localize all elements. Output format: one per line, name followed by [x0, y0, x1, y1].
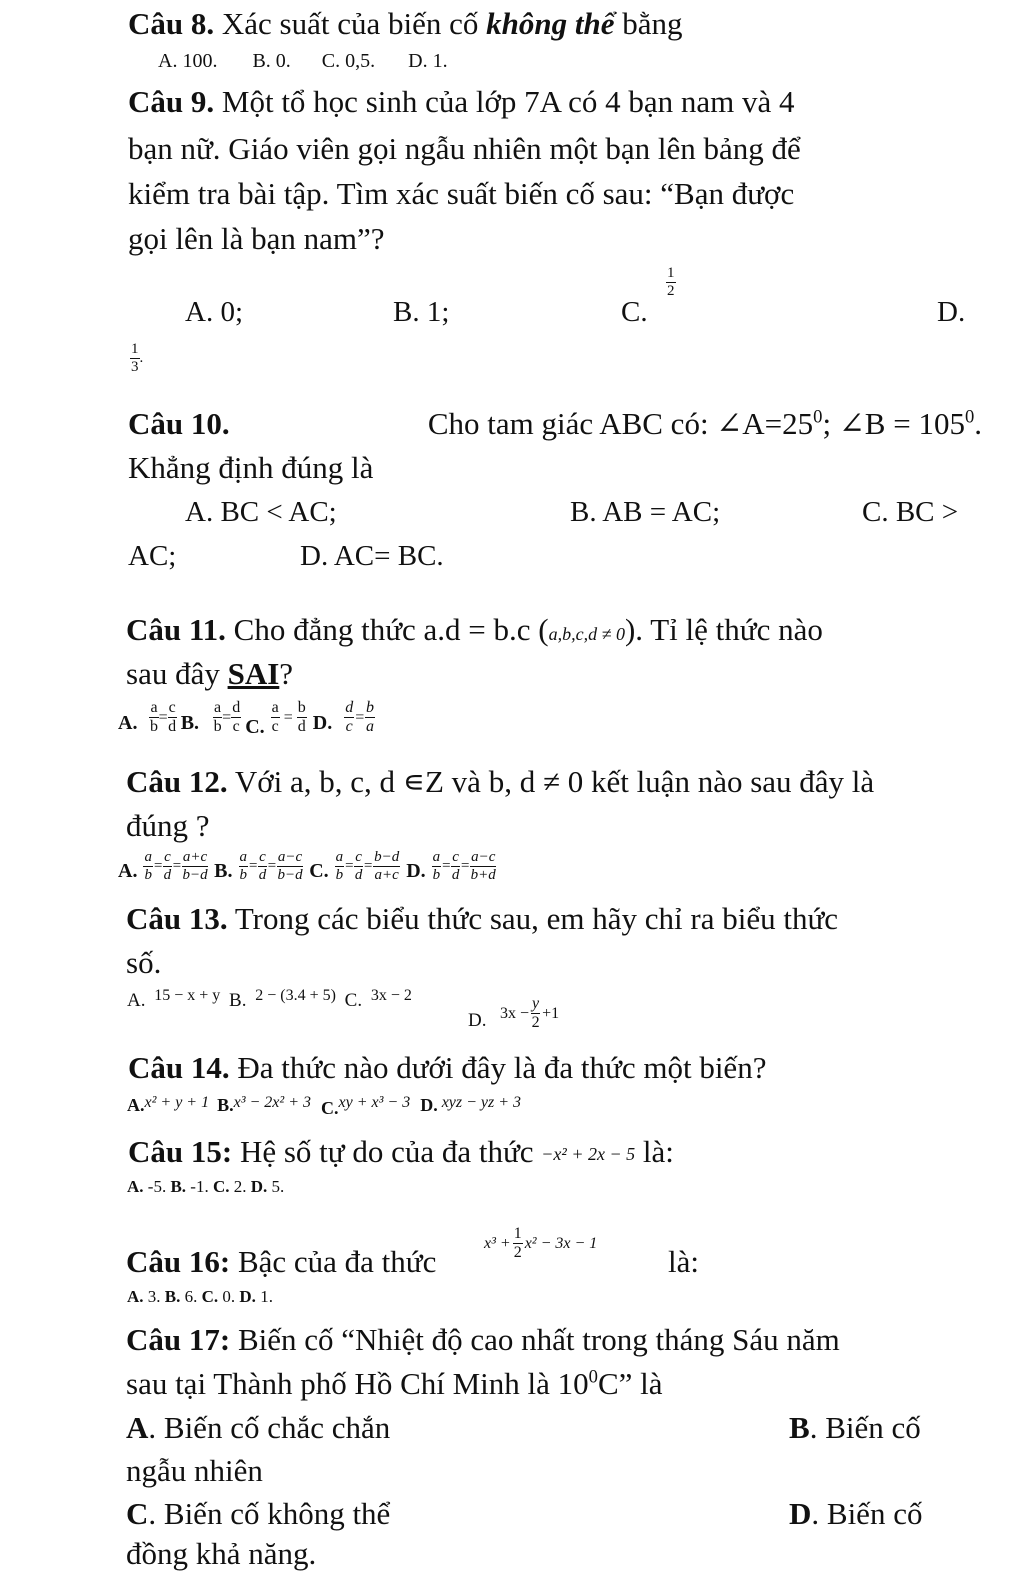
question-11-line-2	[126, 658, 293, 689]
option-a	[126, 1412, 390, 1443]
option-b-text: . Biến cố	[809, 1410, 921, 1445]
option-a-label: A.	[118, 860, 138, 882]
question-14-text: Đa thức nào dưới đây là đa thức một biến?	[229, 1050, 767, 1085]
question-12-line-1	[126, 766, 874, 797]
fraction-denominator: 3	[131, 359, 139, 375]
numerator: c	[168, 699, 176, 716]
question-13-label: Câu 13.	[126, 901, 228, 936]
option-a-value: -5.	[143, 1177, 171, 1196]
option-c-expression: xy + x³ − 3	[338, 1094, 411, 1111]
question-13-line-2: số.	[126, 945, 162, 980]
question-9-label: Câu 9.	[128, 84, 215, 119]
question-10-line-2: Khẳng định đúng là	[128, 450, 374, 485]
question-12-text: Với a, b, c, d ∊Z và b, d ≠ 0 kết luận nào sau đây là	[227, 764, 875, 799]
expression-part: +1	[542, 1004, 560, 1022]
question-17-label: Câu 17:	[126, 1322, 231, 1357]
option-d-continued: đồng khả năng.	[126, 1536, 317, 1571]
numerator: a	[335, 849, 344, 865]
question-8-label: Câu 8.	[128, 6, 215, 41]
numerator: c	[452, 849, 459, 865]
numerator: b	[297, 699, 306, 716]
option-a-expression: $\frac{a}{b}$ = $\frac{c}{d}$	[150, 699, 177, 735]
option-a-label: A.	[127, 990, 146, 1011]
option-b-label: B.	[214, 860, 233, 882]
option-d: D.	[937, 296, 966, 328]
option-a-label: A.	[127, 1177, 144, 1196]
numerator: y	[532, 995, 540, 1012]
question-9-line-4: gọi lên là bạn nam”?	[128, 221, 385, 256]
option-c-label: C.	[245, 716, 265, 738]
question-11-line-1	[126, 614, 823, 645]
option-b	[789, 1412, 921, 1443]
option-a-label: A.	[127, 1095, 145, 1115]
question-15-line-1	[128, 1136, 674, 1167]
option-d-text: . Biến cố	[811, 1496, 923, 1531]
question-11-text: sau đây	[126, 656, 228, 691]
numerator: b	[366, 699, 375, 716]
option-d-label: D.	[239, 1287, 256, 1306]
option-b-label: B.	[170, 1177, 187, 1196]
numerator: b−d	[374, 849, 400, 865]
option-b: B. AB = AC;	[570, 496, 721, 528]
question-9-line-1	[128, 86, 982, 117]
option-a: A. 0;	[185, 296, 243, 328]
option-b-value: 6.	[180, 1287, 202, 1306]
denominator: d	[354, 867, 363, 883]
option-b-value: -1.	[186, 1177, 213, 1196]
option-b: B. 1;	[393, 296, 450, 328]
option-d-expression: $\frac{d}{c}$ = $\frac{b}{a}$	[345, 699, 375, 735]
option-c-value: 0.	[218, 1287, 240, 1306]
option-d: D. AC= BC.	[300, 540, 444, 572]
option-c: C. 0,5.	[321, 50, 376, 72]
option-c-continued: AC;	[128, 540, 177, 572]
question-12-options	[118, 850, 496, 883]
question-16-end: là:	[668, 1244, 699, 1279]
numerator: d	[345, 699, 354, 716]
question-17-line-2	[126, 1368, 663, 1399]
denominator: d	[163, 867, 172, 883]
denominator: b	[144, 867, 152, 883]
numerator: a	[271, 699, 279, 716]
question-17-text: Biến cố “Nhiệt độ cao nhất trong tháng Sáu năm	[230, 1322, 840, 1357]
denominator: b−d	[277, 867, 303, 883]
option-a-label: A.	[118, 712, 138, 734]
option-c	[126, 1498, 390, 1529]
question-16-options	[127, 1287, 273, 1307]
option-d-label: D.	[406, 860, 426, 882]
question-12-label: Câu 12.	[126, 764, 228, 799]
numerator: a	[214, 699, 222, 716]
denominator: b	[432, 867, 441, 883]
option-d-expression: xyz − yz + 3	[441, 1094, 522, 1111]
option-c-value: 2.	[229, 1177, 251, 1196]
option-a-expression: $\frac{a}{b}$ = $\frac{c}{d}$ = $\frac{a+c}{b-d}$	[144, 849, 208, 883]
option-d: D. 1.	[408, 50, 448, 72]
fraction-numerator: 1	[131, 341, 139, 357]
denominator: d	[297, 718, 306, 735]
denominator: b−d	[182, 867, 208, 883]
denominator: 2	[531, 1014, 540, 1031]
option-a-text: . Biến cố chắc chắn	[148, 1410, 391, 1445]
question-8-text: Xác suất của biến cố	[214, 6, 487, 41]
question-10-end: .	[974, 406, 982, 441]
denominator: c	[271, 718, 279, 735]
option-c-expression: $\frac{a}{c}$ = $\frac{b}{d}$	[271, 699, 306, 735]
question-16-expression	[484, 1226, 597, 1261]
option-b-label: B	[789, 1410, 810, 1445]
degree-sup: 0	[964, 406, 975, 428]
numerator: a	[432, 849, 441, 865]
option-d-value: 5.	[267, 1177, 285, 1196]
expression-part: x³ +	[484, 1234, 511, 1252]
option-c-label: C.	[344, 990, 363, 1011]
option-a: A. BC < AC;	[185, 496, 337, 528]
option-b: B. 0.	[252, 50, 291, 72]
option-d-expression: $\frac{a}{b}$ = $\frac{c}{d}$ = $\frac{a-c}{b+d}$	[432, 849, 496, 883]
numerator: a	[239, 849, 247, 865]
option-c-fraction	[666, 266, 676, 299]
question-16-label: Câu 16:	[126, 1244, 231, 1279]
numerator: a	[144, 849, 152, 865]
option-d-dot: .	[139, 349, 144, 366]
expression-part: x² − 3x − 1	[524, 1234, 598, 1252]
option-d-label: D.	[468, 1010, 487, 1031]
option-d-expression	[500, 996, 559, 1031]
denominator: a+c	[374, 867, 399, 883]
option-b-expression: 2 − (3.4 + 5)	[255, 987, 336, 1004]
question-11-text: Cho đẳng thức a.d = b.c (	[225, 612, 549, 647]
question-15-expression: −x² + 2x − 5	[541, 1144, 636, 1164]
denominator: b	[213, 718, 222, 735]
option-b-label: B.	[217, 1095, 234, 1115]
numerator: d	[232, 699, 241, 716]
question-16-text: Bậc của đa thức	[230, 1244, 437, 1279]
question-14-label: Câu 14.	[128, 1050, 230, 1085]
question-8-stem	[128, 8, 683, 39]
question-10-text	[428, 408, 982, 439]
option-d-label: D.	[420, 1095, 438, 1115]
question-11-condition: a,b,c,d ≠ 0	[548, 624, 625, 644]
question-16-line-1	[126, 1246, 436, 1277]
denominator: b	[239, 867, 247, 883]
option-d-label: D.	[312, 712, 333, 734]
denominator: 2	[513, 1244, 522, 1261]
question-17-text-end: C” là	[597, 1366, 663, 1401]
question-11-question-mark: ?	[279, 656, 294, 691]
question-9-text: Một tổ học sinh của lớp 7A có 4 bạn nam và 4	[214, 84, 795, 119]
option-c-label: C.	[309, 860, 329, 882]
option-c-label: C	[126, 1496, 149, 1531]
numerator: 1	[513, 1225, 522, 1242]
question-17-text: sau tại Thành phố Hồ Chí Minh là 10	[126, 1366, 589, 1401]
option-b-expression: $\frac{a}{b}$ = $\frac{d}{c}$	[213, 699, 241, 735]
question-10-angle-a: Cho tam giác ABC có: ∠A=25	[427, 406, 814, 441]
question-17-line-1	[126, 1324, 840, 1355]
question-8-options	[158, 50, 448, 73]
option-b-label: B.	[229, 990, 247, 1011]
question-11-label: Câu 11.	[126, 612, 226, 647]
option-c-label: C.	[201, 1287, 219, 1306]
option-c: C.	[621, 296, 648, 328]
numerator: a−c	[277, 849, 303, 865]
numerator: c	[164, 849, 171, 865]
question-11-text-end: ). Tỉ lệ thức nào	[624, 612, 823, 647]
option-a-label: A	[126, 1410, 149, 1445]
option-c: C. BC >	[862, 496, 959, 528]
option-d-fraction	[130, 342, 143, 375]
numerator: a−c	[471, 849, 496, 865]
denominator: c	[345, 718, 353, 735]
question-9-line-3: kiểm tra bài tập. Tìm xác suất biến cố sau: “Bạn được	[128, 176, 795, 211]
question-10-label: Câu 10.	[128, 406, 230, 441]
option-c-label: C.	[212, 1177, 230, 1196]
question-15-options	[127, 1177, 284, 1197]
question-13-line-1	[126, 903, 838, 934]
question-8-text-end: bằng	[614, 6, 683, 41]
option-d-value: 1.	[255, 1287, 273, 1306]
option-c-expression: $\frac{a}{b}$ = $\frac{c}{d}$ = $\frac{b-d}{a+c}$	[335, 849, 400, 883]
denominator: b+d	[470, 867, 496, 883]
option-d-label: D.	[250, 1177, 268, 1196]
numerator: c	[259, 849, 266, 865]
question-14-options	[127, 1095, 521, 1116]
question-10-angle-b: ; ∠B = 105	[822, 406, 965, 441]
option-c-text: . Biến cố không thể	[148, 1496, 391, 1531]
option-b-continued: ngẫu nhiên	[126, 1453, 263, 1488]
question-11-emphasis: SAI	[227, 656, 280, 691]
degree-sup: 0	[813, 406, 823, 428]
option-c-label: C.	[321, 1098, 339, 1118]
numerator: a	[150, 699, 158, 716]
denominator: b	[150, 718, 158, 735]
denominator: c	[232, 718, 240, 735]
question-10-line-1	[128, 408, 982, 439]
question-15-end: là:	[635, 1134, 674, 1169]
option-a-label: A.	[127, 1287, 144, 1306]
denominator: d	[258, 867, 267, 883]
option-d	[789, 1498, 922, 1529]
denominator: d	[451, 867, 460, 883]
option-a-expression: 15 − x + y	[154, 987, 221, 1004]
question-8-emphasis: không thể	[486, 6, 615, 41]
question-9-line-2: bạn nữ. Giáo viên gọi ngẫu nhiên một bạn lên bảng để	[128, 131, 801, 166]
denominator: a	[366, 718, 375, 735]
option-b-expression: $\frac{a}{b}$ = $\frac{c}{d}$ = $\frac{a-c}{b-d}$	[239, 849, 303, 883]
fraction-numerator: 1	[667, 265, 675, 281]
option-b-expression: x³ − 2x² + 3	[233, 1094, 311, 1111]
question-11-options	[118, 699, 375, 738]
numerator: c	[355, 849, 362, 865]
option-a: A. 100.	[158, 50, 218, 72]
question-13-options	[127, 987, 412, 1012]
option-b-label: B.	[180, 712, 200, 734]
option-c-expression: 3x − 2	[370, 987, 412, 1004]
question-12-line-2: đúng ?	[126, 808, 210, 843]
question-15-text: Hệ số tự do của đa thức	[232, 1134, 542, 1169]
question-14-line-1	[128, 1052, 766, 1083]
expression-part: 3x −	[500, 1004, 530, 1022]
option-b-label: B.	[164, 1287, 181, 1306]
denominator: b	[335, 867, 344, 883]
option-a-value: 3.	[143, 1287, 165, 1306]
option-d-label: D	[789, 1496, 812, 1531]
question-13-text: Trong các biểu thức sau, em hãy chỉ ra biểu thức	[227, 901, 839, 936]
option-a-expression: x² + y + 1	[144, 1094, 210, 1111]
question-15-label: Câu 15:	[128, 1134, 233, 1169]
fraction-denominator: 2	[667, 283, 675, 299]
numerator: a+c	[182, 849, 208, 865]
denominator: d	[168, 718, 177, 735]
degree-sup: 0	[588, 1366, 598, 1388]
